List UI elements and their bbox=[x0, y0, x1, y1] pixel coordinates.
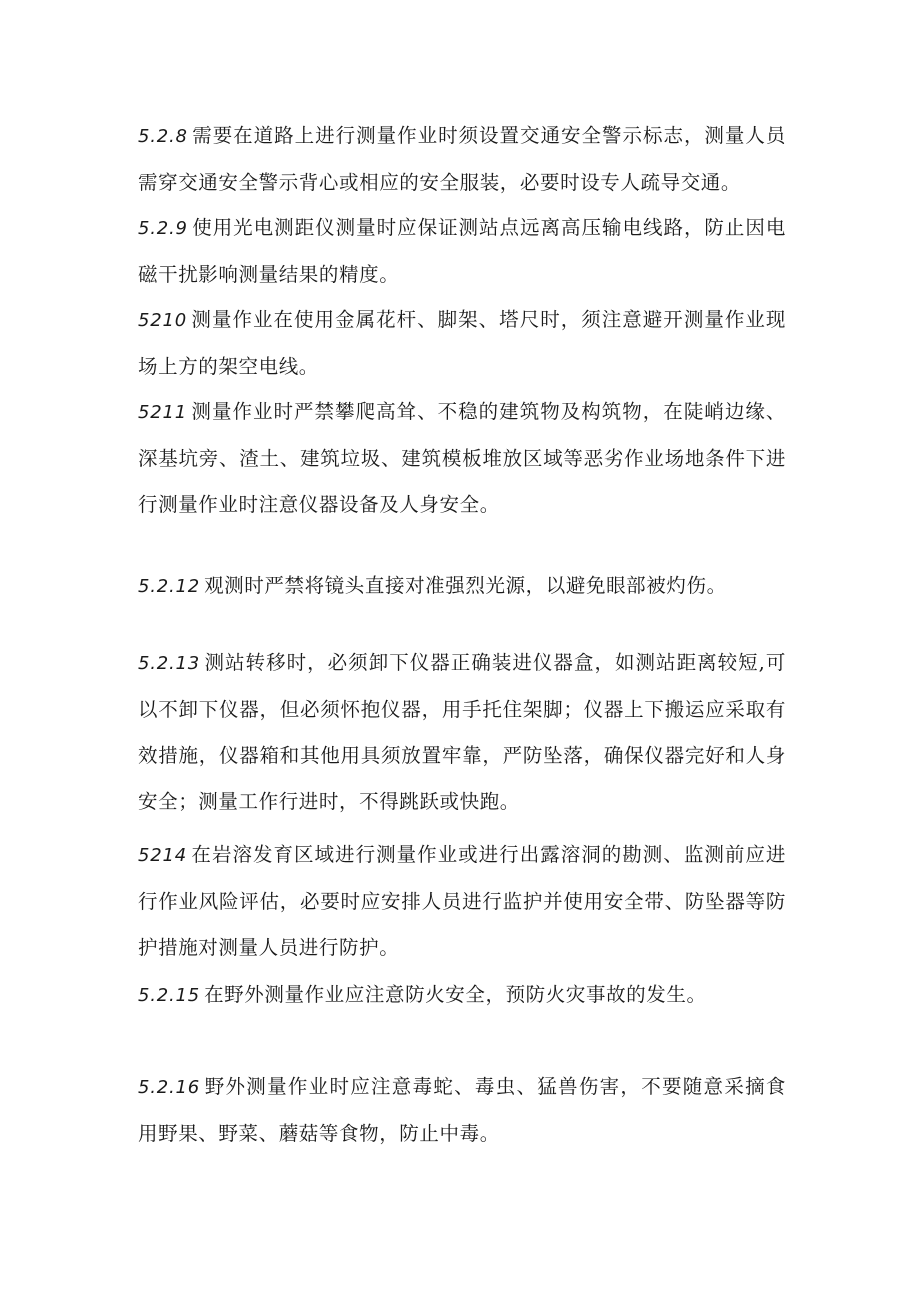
clause-5210 bbox=[138, 297, 786, 390]
clause-number: 5.2.9 bbox=[138, 218, 188, 239]
clause-number: 5.2.15 bbox=[138, 985, 201, 1006]
clause-5211 bbox=[138, 389, 786, 528]
clause-number: 5214 bbox=[138, 845, 188, 866]
clause-text: 使用光电测距仪测量时应保证测站点远离高压输电线路，防止因电磁干扰影响测量结果的精度。 bbox=[138, 216, 786, 286]
clause-5-2-12 bbox=[138, 563, 786, 610]
clause-text: 在岩溶发育区域进行测量作业或进行出露溶洞的勘测、监测前应进行作业风险评估，必要时应安排人员进行监护并使用安全带、防坠器等防护措施对测量人员进行防护。 bbox=[138, 843, 786, 959]
clause-text: 观测时严禁将镜头直接对准强烈光源，以避免眼部被灼伤。 bbox=[204, 574, 727, 597]
clause-5-2-15 bbox=[138, 972, 786, 1019]
clause-5-2-9 bbox=[138, 205, 786, 298]
clause-number: 5211 bbox=[138, 402, 188, 423]
clause-text: 需要在道路上进行测量作业时须设置交通安全警示标志，测量人员需穿交通安全警示背心或相应的安全服装，必要时设专人疏导交通。 bbox=[138, 124, 786, 194]
clause-number: 5.2.13 bbox=[138, 653, 201, 674]
clause-text: 测量作业时严禁攀爬高耸、不稳的建筑物及构筑物，在陡峭边缘、深基坑旁、渣土、建筑垃圾、建筑模板堆放区域等恶劣作业场地条件下进行测量作业时注意仪器设备及人身安全。 bbox=[138, 400, 786, 516]
clause-number: 5.2.8 bbox=[138, 126, 188, 147]
clause-5-2-13 bbox=[138, 640, 786, 825]
clause-text: 野外测量作业时应注意毒蛇、毒虫、猛兽伤害，不要随意采摘食用野果、野菜、蘑菇等食物，防止中毒。 bbox=[138, 1075, 786, 1145]
clause-number: 5.2.16 bbox=[138, 1077, 201, 1098]
clause-5214 bbox=[138, 832, 786, 971]
clause-number: 5.2.12 bbox=[138, 576, 201, 597]
clause-text: 测量作业在使用金属花杆、脚架、塔尺时，须注意避开测量作业现场上方的架空电线。 bbox=[138, 308, 786, 378]
clause-5-2-8 bbox=[138, 113, 786, 206]
clause-text: 测站转移时，必须卸下仪器正确装进仪器盒，如测站距离较短,可以不卸下仪器，但必须怀抱仪器，用手托住架脚；仪器上下搬运应采取有效措施，仪器箱和其他用具须放置牢靠，严防坠落，确保仪器完好和人身安全；测量工作行进时，不得跳跃或快跑。 bbox=[138, 651, 786, 813]
clause-5-2-16 bbox=[138, 1064, 786, 1157]
clause-text: 在野外测量作业应注意防火安全，预防火灾事故的发生。 bbox=[204, 983, 707, 1006]
clause-number: 5210 bbox=[138, 310, 188, 331]
